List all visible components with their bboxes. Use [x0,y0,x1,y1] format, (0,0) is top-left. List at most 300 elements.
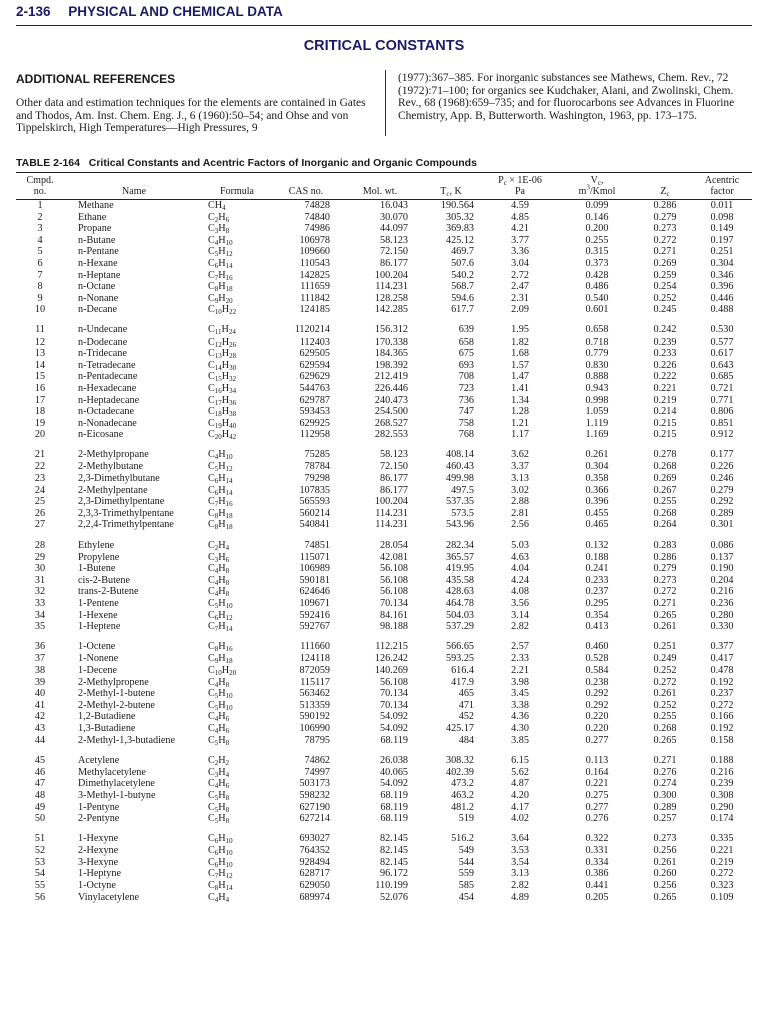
cell-acentric: 0.279 [710,484,734,496]
cell-formula: $C_4H_4$ [208,891,230,904]
cell-formula: $C_4H_8$ [208,586,230,599]
table-row [16,790,752,802]
cell-cas-no: 590192 [299,711,330,723]
table-row [16,892,752,904]
cell-zc: 0.271 [653,598,677,609]
cell-pc: 3.62 [511,449,529,461]
cell-tc: 473.2 [451,778,474,790]
cell-name: n-Tetradecane [78,359,136,371]
cell-tc: 544 [458,856,474,868]
cell-cmpd-no: 3 [37,223,43,235]
cell-mol-wt: 96.172 [379,868,408,880]
table-row [16,633,752,654]
cell-mol-wt: 42.081 [379,551,408,563]
cell-tc: 365.57 [445,551,474,563]
cell-formula: $C_6H_{10}$ [208,845,233,858]
cell-cmpd-no: 28 [34,539,46,551]
cell-zc: 0.286 [653,200,677,211]
cell-name: 1-Butene [78,563,116,575]
col-header-name: Name [122,186,146,197]
cell-cmpd-no: 52 [34,845,46,857]
cell-name: 2-Methyl-1,3-butadiene [78,734,176,746]
cell-formula: $C_3H_6$ [208,551,230,564]
cell-cas-no: 764352 [299,845,330,857]
critical-constants-table [16,172,752,903]
table-row [16,246,752,258]
cell-formula: $C_5H_8$ [208,734,230,747]
col-header-zc: $Z_c$ [660,186,670,198]
cell-cmpd-no: 19 [34,417,46,429]
cell-zc: 0.272 [653,676,677,688]
cell-acentric: 0.446 [710,292,734,304]
cell-acentric: 0.166 [710,711,734,723]
cell-cmpd-no: 18 [34,406,46,418]
cell-vc: 0.275 [585,789,609,801]
table-row [16,441,752,462]
table-row [16,825,752,846]
cell-cmpd-no: 33 [34,598,46,609]
cell-zc: 0.265 [653,891,677,903]
cell-zc: 0.273 [653,574,677,586]
table-row [16,406,752,418]
cell-cas-no: 592416 [299,609,330,621]
cell-vc: 0.292 [585,688,609,700]
table-row [16,223,752,235]
cell-zc: 0.239 [653,336,677,348]
cell-vc: 0.241 [585,563,609,575]
cell-vc: 0.220 [585,722,609,734]
cell-acentric: 0.617 [710,348,734,360]
cell-acentric: 0.086 [710,539,734,551]
cell-cas-no: 1120214 [294,324,330,336]
cell-acentric: 0.290 [710,801,734,813]
cell-formula: $C_9H_{18}$ [208,653,233,666]
cell-zc: 0.273 [653,833,677,845]
cell-pc: 4.20 [511,789,529,801]
cell-acentric: 0.488 [710,304,734,316]
table-row [16,575,752,587]
cell-cmpd-no: 7 [37,269,43,281]
cell-tc: 768 [458,429,474,441]
cell-vc: 0.276 [585,813,609,825]
cell-formula: $C_6H_{12}$ [208,609,233,622]
cell-tc: 504.03 [445,609,474,621]
cell-formula: $C_5H_{12}$ [208,461,233,474]
additional-references-heading: ADDITIONAL REFERENCES [16,72,176,86]
cell-formula: $C_4H_6$ [208,722,230,735]
cell-formula: $C_{15}H_{32}$ [208,371,237,384]
cell-formula: $C_{18}H_{38}$ [208,406,237,419]
cell-cmpd-no: 34 [34,609,46,621]
cell-vc: 1.169 [585,429,609,441]
table-row [16,621,752,633]
cell-zc: 0.261 [653,621,677,633]
cell-mol-wt: 84.161 [379,609,408,621]
cell-cas-no: 627190 [299,801,330,813]
cell-zc: 0.286 [653,551,677,563]
cell-vc: 0.205 [585,891,609,903]
cell-vc: 0.658 [585,324,609,336]
cell-cmpd-no: 25 [34,496,46,508]
cell-acentric: 0.226 [710,461,734,473]
cell-vc: 0.354 [585,609,609,621]
cell-vc: 0.334 [585,856,609,868]
table-row [16,552,752,564]
cell-tc: 594.6 [451,292,474,304]
cell-tc: 573.5 [451,507,474,519]
cell-tc: 465 [458,688,474,700]
cell-formula: $C_{20}H_{42}$ [208,429,237,442]
table-row [16,200,752,212]
cell-pc: 4.36 [511,711,529,723]
cell-formula: $C_7H_{16}$ [208,496,233,509]
cell-cas-no: 112958 [299,429,330,441]
cell-cmpd-no: 24 [34,484,46,496]
cell-formula: $C_4H_8$ [208,574,230,587]
cell-cas-no: 544763 [299,382,330,394]
cell-zc: 0.283 [653,539,677,551]
cell-tc: 402.39 [445,766,474,778]
table-row [16,857,752,869]
cell-cmpd-no: 42 [34,711,46,723]
cell-acentric: 0.292 [710,496,734,508]
cell-acentric: 0.771 [710,394,734,406]
cell-cmpd-no: 46 [34,766,46,778]
cell-zc: 0.279 [653,211,677,223]
cell-pc: 3.38 [511,699,529,711]
cell-cas-no: 74840 [304,211,330,223]
cell-vc: 0.132 [585,539,609,551]
cell-zc: 0.252 [653,664,677,676]
cell-mol-wt: 100.204 [374,496,408,508]
cell-zc: 0.261 [653,856,677,868]
cell-formula: $C_5H_{12}$ [208,246,233,259]
cell-acentric: 0.851 [710,417,734,429]
cell-formula: $C_5H_8$ [208,813,230,826]
cell-acentric: 0.190 [710,563,734,575]
cell-zc: 0.221 [653,382,677,394]
cell-tc: 675 [458,348,474,360]
cell-vc: 0.164 [585,766,609,778]
cell-formula: $C_4H_6$ [208,778,230,791]
cell-formula: $C_4H_{10}$ [208,234,233,247]
cell-mol-wt: 268.527 [374,417,408,429]
table-row [16,531,752,552]
cell-acentric: 0.301 [710,519,734,531]
cell-formula: $C_4H_8$ [208,676,230,689]
col-header-vc: $V_c$, $m^3$/Kmol [578,175,616,197]
table-header [16,173,752,200]
table-row [16,212,752,224]
cell-acentric: 0.149 [710,223,734,235]
cell-name: n-Tridecane [78,348,127,360]
cell-cas-no: 74986 [304,223,330,235]
cell-mol-wt: 54.092 [379,722,408,734]
cell-vc: 0.295 [585,598,609,609]
cell-vc: 0.943 [585,382,609,394]
cell-zc: 0.271 [653,754,677,766]
cell-pc: 3.04 [511,257,529,269]
cell-vc: 0.779 [585,348,609,360]
cell-cmpd-no: 16 [34,382,46,394]
cell-tc: 460.43 [445,461,474,473]
cell-cas-no: 74862 [304,754,330,766]
cell-pc: 3.02 [511,484,529,496]
cell-formula: $C_6H_{14}$ [208,257,233,270]
table-row [16,813,752,825]
cell-pc: 1.17 [511,429,529,441]
cell-acentric: 0.272 [710,868,734,880]
cell-formula: $C_8H_{16}$ [208,641,233,654]
cell-formula: $C_4H_8$ [208,563,230,576]
cell-name: trans-2-Butene [78,586,139,598]
cell-acentric: 0.177 [710,449,734,461]
cell-cmpd-no: 9 [37,292,43,304]
cell-cmpd-no: 23 [34,473,46,485]
cell-pc: 2.56 [511,519,529,531]
cell-pc: 3.36 [511,246,529,258]
cell-pc: 3.77 [511,234,529,246]
cell-acentric: 0.216 [710,586,734,598]
cell-tc: 428.63 [445,586,474,598]
cell-name: 3-Hexyne [78,856,119,868]
additional-references-right-text: (1977):367–385. For inorganic substances see Mathews, Chem. Rev., 72 (1972):71–100; for organics see Kudchaker, Alani, and Zwolinski, Chem. Rev., 68 (1968):659–735; and for fluorocarbons see Advances in Fluorine Chemistry, App. B, Butterworth. Washington, 1963, pp. 173–175. [398,72,735,122]
col-header-acentric: Acentric factor [704,175,740,197]
cell-zc: 0.215 [653,417,677,429]
cell-pc: 2.82 [511,621,529,633]
cell-mol-wt: 40.065 [379,766,408,778]
cell-cmpd-no: 8 [37,281,43,293]
cell-mol-wt: 98.188 [379,621,408,633]
cell-tc: 417.9 [451,676,474,688]
cell-mol-wt: 82.145 [379,845,408,857]
table-row [16,383,752,395]
cell-cas-no: 560214 [299,507,330,519]
table-row [16,700,752,712]
table-row [16,845,752,857]
cell-cas-no: 111659 [300,281,330,293]
table-row [16,316,752,337]
cell-pc: 3.53 [511,845,529,857]
cell-pc: 2.47 [511,281,529,293]
cell-cas-no: 540841 [299,519,330,531]
cell-tc: 616.4 [451,664,474,676]
cell-acentric: 0.478 [710,664,734,676]
cell-tc: 617.7 [451,304,474,316]
cell-formula: $C_8H_{18}$ [208,281,233,294]
cell-tc: 516.2 [451,833,474,845]
cell-formula: $C_2H_4$ [208,539,230,552]
cell-name: Methylacetylene [78,766,146,778]
cell-pc: 4.04 [511,563,529,575]
cell-pc: 3.64 [511,833,529,845]
cell-acentric: 0.912 [710,429,734,441]
cell-pc: 1.21 [511,417,529,429]
cell-tc: 190.564 [440,200,474,211]
cell-pc: 4.87 [511,778,529,790]
cell-pc: 4.24 [511,574,529,586]
cell-vc: 0.601 [585,304,609,316]
cell-cmpd-no: 32 [34,586,46,598]
cell-formula: $C_2H_2$ [208,754,230,767]
cell-zc: 0.300 [653,789,677,801]
cell-vc: 0.113 [585,754,609,766]
cell-tc: 481.2 [451,801,474,813]
cell-pc: 5.03 [511,539,529,551]
cell-cmpd-no: 44 [34,734,46,746]
cell-zc: 0.256 [653,845,677,857]
cell-cas-no: 111660 [300,641,330,653]
cell-vc: 0.261 [585,449,609,461]
col-header-tc: $T_c$, K [440,186,462,198]
cell-cmpd-no: 10 [34,304,46,316]
cell-mol-wt: 56.108 [379,586,408,598]
cell-formula: $C_6H_{14}$ [208,484,233,497]
cell-cas-no: 503173 [299,778,330,790]
cell-name: Methane [78,200,114,211]
cell-formula: $C_2H_6$ [208,211,230,224]
cell-formula: $C_5H_{10}$ [208,688,233,701]
cell-mol-wt: 56.108 [379,676,408,688]
cell-formula: $C_4H_6$ [208,711,230,724]
cell-pc: 2.82 [511,880,529,892]
table-row [16,473,752,485]
cell-cas-no: 629925 [299,417,330,429]
table-row [16,281,752,293]
cell-pc: 4.63 [511,551,529,563]
cell-zc: 0.271 [653,246,677,258]
cell-tc: 408.14 [445,449,474,461]
header-rule [16,25,752,26]
cell-formula: $C_{16}H_{34}$ [208,382,237,395]
cell-cmpd-no: 4 [37,234,43,246]
cell-zc: 0.222 [653,371,677,383]
cell-zc: 0.256 [653,880,677,892]
cell-cas-no: 627214 [299,813,330,825]
table-body [16,200,752,904]
cell-mol-wt: 82.145 [379,856,408,868]
cell-mol-wt: 282.553 [374,429,408,441]
cell-zc: 0.259 [653,269,677,281]
cell-pc: 2.81 [511,507,529,519]
cell-mol-wt: 240.473 [374,394,408,406]
cell-tc: 425.17 [445,722,474,734]
column-divider [385,70,386,136]
cell-pc: 4.30 [511,722,529,734]
cell-pc: 4.59 [511,200,529,211]
cell-formula: $C_3H_4$ [208,766,230,779]
table-row [16,360,752,372]
cell-mol-wt: 112.215 [375,641,408,653]
cell-formula: $C_8H_{18}$ [208,507,233,520]
cell-vc: 1.119 [585,417,609,429]
cell-name: 2-Pentyne [78,813,120,825]
cell-cas-no: 142825 [299,269,330,281]
table-row [16,711,752,723]
table-row [16,418,752,430]
table-row [16,802,752,814]
cell-cas-no: 624646 [299,586,330,598]
cell-acentric: 0.308 [710,789,734,801]
cell-mol-wt: 70.134 [379,598,408,609]
cell-cmpd-no: 56 [34,891,46,903]
table-row [16,519,752,531]
cell-cas-no: 106989 [299,563,330,575]
cell-name: 1,3-Butadiene [78,722,136,734]
cell-formula: $C_{12}H_{26}$ [208,336,237,349]
cell-tc: 543.96 [445,519,474,531]
cell-cmpd-no: 2 [37,211,43,223]
cell-cas-no: 78795 [304,734,330,746]
cell-zc: 0.279 [653,563,677,575]
cell-vc: 0.237 [585,586,609,598]
cell-mol-wt: 110.199 [375,880,408,892]
cell-name: n-Octane [78,281,116,293]
cell-acentric: 0.272 [710,699,734,711]
cell-cas-no: 629050 [299,880,330,892]
cell-vc: 0.584 [585,664,609,676]
cell-pc: 1.28 [511,406,529,418]
page-number: 2-136 [16,4,51,19]
cell-vc: 0.455 [585,507,609,519]
cell-acentric: 0.204 [710,574,734,586]
cell-vc: 0.099 [585,200,609,211]
cell-zc: 0.242 [653,324,677,336]
cell-mol-wt: 70.134 [379,688,408,700]
cell-mol-wt: 26.038 [379,754,408,766]
cell-name: 2,3-Dimethylpentane [78,496,165,508]
cell-vc: 0.888 [585,371,609,383]
cell-cmpd-no: 41 [34,699,46,711]
cell-pc: 1.34 [511,394,529,406]
table-label: TABLE 2-164 [16,157,80,169]
cell-vc: 0.238 [585,676,609,688]
cell-name: cis-2-Butene [78,574,131,586]
table-row [16,293,752,305]
cell-acentric: 0.280 [710,609,734,621]
table-row [16,563,752,575]
cell-mol-wt: 68.119 [380,801,408,813]
cell-name: n-Decane [78,304,118,316]
cell-name: 2-Methylbutane [78,461,144,473]
cell-formula: $C_5H_8$ [208,789,230,802]
cell-cas-no: 593453 [299,406,330,418]
cell-pc: 1.57 [511,359,529,371]
cell-cmpd-no: 36 [34,641,46,653]
cell-mol-wt: 114.231 [375,507,408,519]
cell-vc: 0.366 [585,484,609,496]
cell-cmpd-no: 47 [34,778,46,790]
cell-name: Ethane [78,211,107,223]
cell-pc: 2.33 [511,653,529,665]
cell-zc: 0.214 [653,406,677,418]
col-header-mol-wt: Mol. wt. [362,186,398,197]
cell-mol-wt: 100.204 [374,269,408,281]
cell-vc: 0.428 [585,269,609,281]
cell-acentric: 0.098 [710,211,734,223]
cell-zc: 0.269 [653,257,677,269]
cell-cmpd-no: 51 [34,833,46,845]
cell-formula: $CH_4$ [208,200,226,212]
cell-cas-no: 124118 [299,653,330,665]
cell-formula: $C_6H_{14}$ [208,473,233,486]
cell-vc: 0.830 [585,359,609,371]
cell-name: Dimethylacetylene [78,778,155,790]
cell-zc: 0.226 [653,359,677,371]
cell-cmpd-no: 49 [34,801,46,813]
cell-pc: 6.15 [511,754,529,766]
cell-cas-no: 74851 [304,539,330,551]
